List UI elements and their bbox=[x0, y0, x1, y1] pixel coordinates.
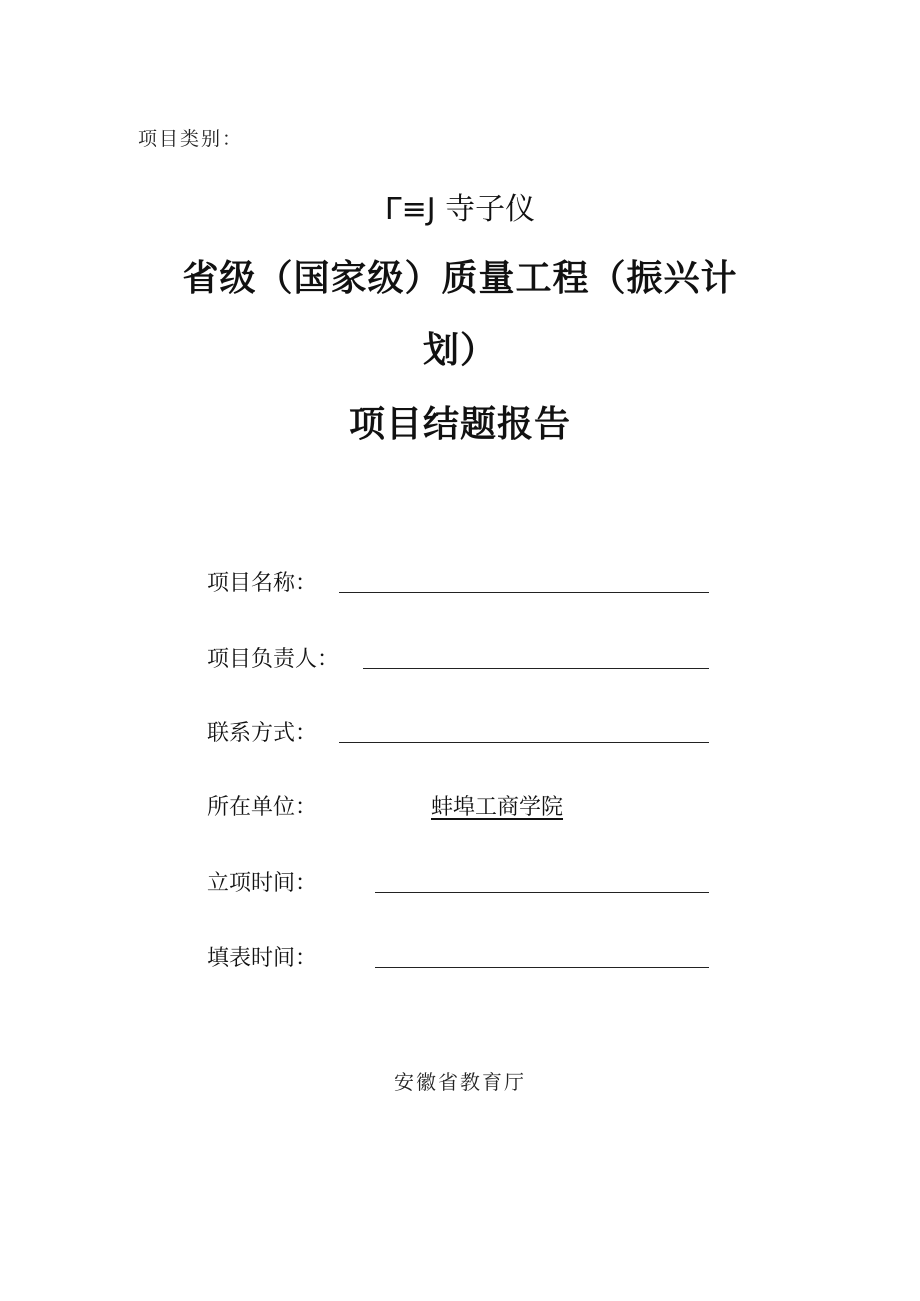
header-garbled-text: Γ≡J 寺子仪 bbox=[384, 192, 536, 227]
project-name-label: 项目名称： bbox=[207, 571, 318, 596]
unit-value: 蚌埠工商学院 bbox=[431, 795, 564, 820]
approval-time-label: 立项时间： bbox=[207, 871, 318, 896]
approval-time-blank[interactable] bbox=[375, 892, 709, 893]
fill-time-label: 填表时间： bbox=[207, 946, 318, 971]
report-title-line-1: 省级（国家级）质量工程（振兴计 bbox=[182, 258, 738, 299]
unit-label: 所在单位： bbox=[207, 795, 318, 820]
report-title-line-3: 项目结题报告 bbox=[348, 404, 571, 445]
issuer-name: 安徽省教育厅 bbox=[394, 1070, 526, 1094]
fill-time-blank[interactable] bbox=[375, 967, 709, 968]
project-category-label: 项目类别： bbox=[138, 128, 244, 150]
project-leader-label: 项目负责人： bbox=[207, 647, 340, 672]
project-name-blank[interactable] bbox=[339, 592, 709, 593]
report-title-line-2: 划） bbox=[422, 330, 497, 371]
project-leader-blank[interactable] bbox=[363, 668, 709, 669]
contact-blank[interactable] bbox=[339, 742, 709, 743]
contact-label: 联系方式： bbox=[207, 721, 318, 746]
